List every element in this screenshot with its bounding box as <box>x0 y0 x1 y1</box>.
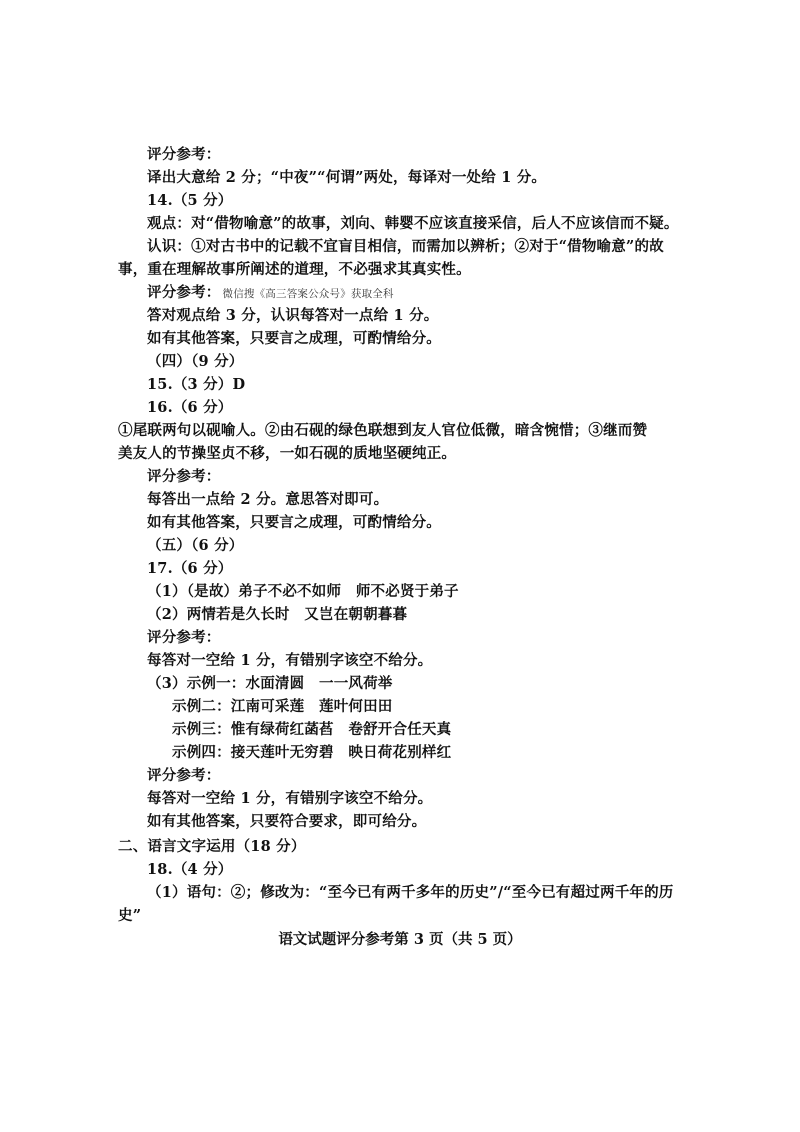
text-line: 事，重在理解故事所阐述的道理，不必强求其真实性。 <box>118 261 471 278</box>
text-line: 答对观点给 3 分，认识每答对一点给 1 分。 <box>147 307 439 324</box>
text-line: 如有其他答案，只要符合要求，即可给分。 <box>147 813 427 830</box>
example-line: 示例四：接天莲叶无穷碧 映日荷花别样红 <box>172 744 452 761</box>
page-footer: 语文试题评分参考第 3 页（共 5 页） <box>278 931 522 948</box>
question-number: 18.（4 分） <box>147 861 233 878</box>
section-heading: （四）（9 分） <box>147 353 244 370</box>
text-line: 如有其他答案，只要言之成理，可酌情给分。 <box>147 514 441 531</box>
question-number: 16.（6 分） <box>147 399 233 416</box>
scoring-heading: 评分参考： <box>147 767 221 784</box>
answer-line: （1）（是故）弟子不必不如师 师不必贤于弟子 <box>147 583 459 600</box>
text-line: ①尾联两句以砚喻人。②由石砚的绿色联想到友人官位低微，暗含惋惜；③继而赞 <box>118 422 648 439</box>
example-line: 示例三：惟有绿荷红菡萏 卷舒开合任天真 <box>172 721 452 738</box>
question-number: 15.（3 分）D <box>147 376 246 393</box>
text-line: 每答对一空给 1 分，有错别字该空不给分。 <box>147 790 433 807</box>
watermark-note: 微信搜《高三答案公众号》获取全科 <box>222 288 394 300</box>
part-heading: 二、语言文字运用（18 分） <box>118 838 306 855</box>
text-line: 观点：对“借物喻意”的故事，刘向、韩婴不应该直接采信，后人不应该信而不疑。 <box>147 215 679 232</box>
question-number: 17.（6 分） <box>147 560 233 577</box>
text-line: 每答出一点给 2 分。意思答对即可。 <box>147 491 389 508</box>
text-line: 史” <box>118 907 142 924</box>
scoring-heading: 评分参考： <box>147 629 221 646</box>
scoring-heading: 评分参考： <box>147 284 221 301</box>
text-line: 每答对一空给 1 分，有错别字该空不给分。 <box>147 652 433 669</box>
answer-line: （1）语句：②；修改为：“至今已有两千多年的历史”/“至今已有超过两千年的历 <box>147 884 674 901</box>
section-heading: （五）（6 分） <box>147 537 244 554</box>
text-line: 认识：①对古书中的记载不宜盲目相信，而需加以辨析；②对于“借物喻意”的故 <box>147 238 664 255</box>
question-number: 14.（5 分） <box>147 192 233 209</box>
text-line: 译出大意给 2 分；“中夜”“何谓”两处，每译对一处给 1 分。 <box>147 169 547 186</box>
answer-line: （3）示例一：水面清圆 一一风荷举 <box>147 675 393 692</box>
text-line: 美友人的节操坚贞不移，一如石砚的质地坚硬纯正。 <box>118 445 457 462</box>
text-line: 如有其他答案，只要言之成理，可酌情给分。 <box>147 330 441 347</box>
scoring-heading-with-note <box>147 283 394 304</box>
answer-line: （2）两情若是久长时 又岂在朝朝暮暮 <box>147 606 408 623</box>
scoring-heading: 评分参考： <box>147 468 221 485</box>
example-line: 示例二：江南可采莲 莲叶何田田 <box>172 698 393 715</box>
scoring-heading: 评分参考： <box>147 146 221 163</box>
